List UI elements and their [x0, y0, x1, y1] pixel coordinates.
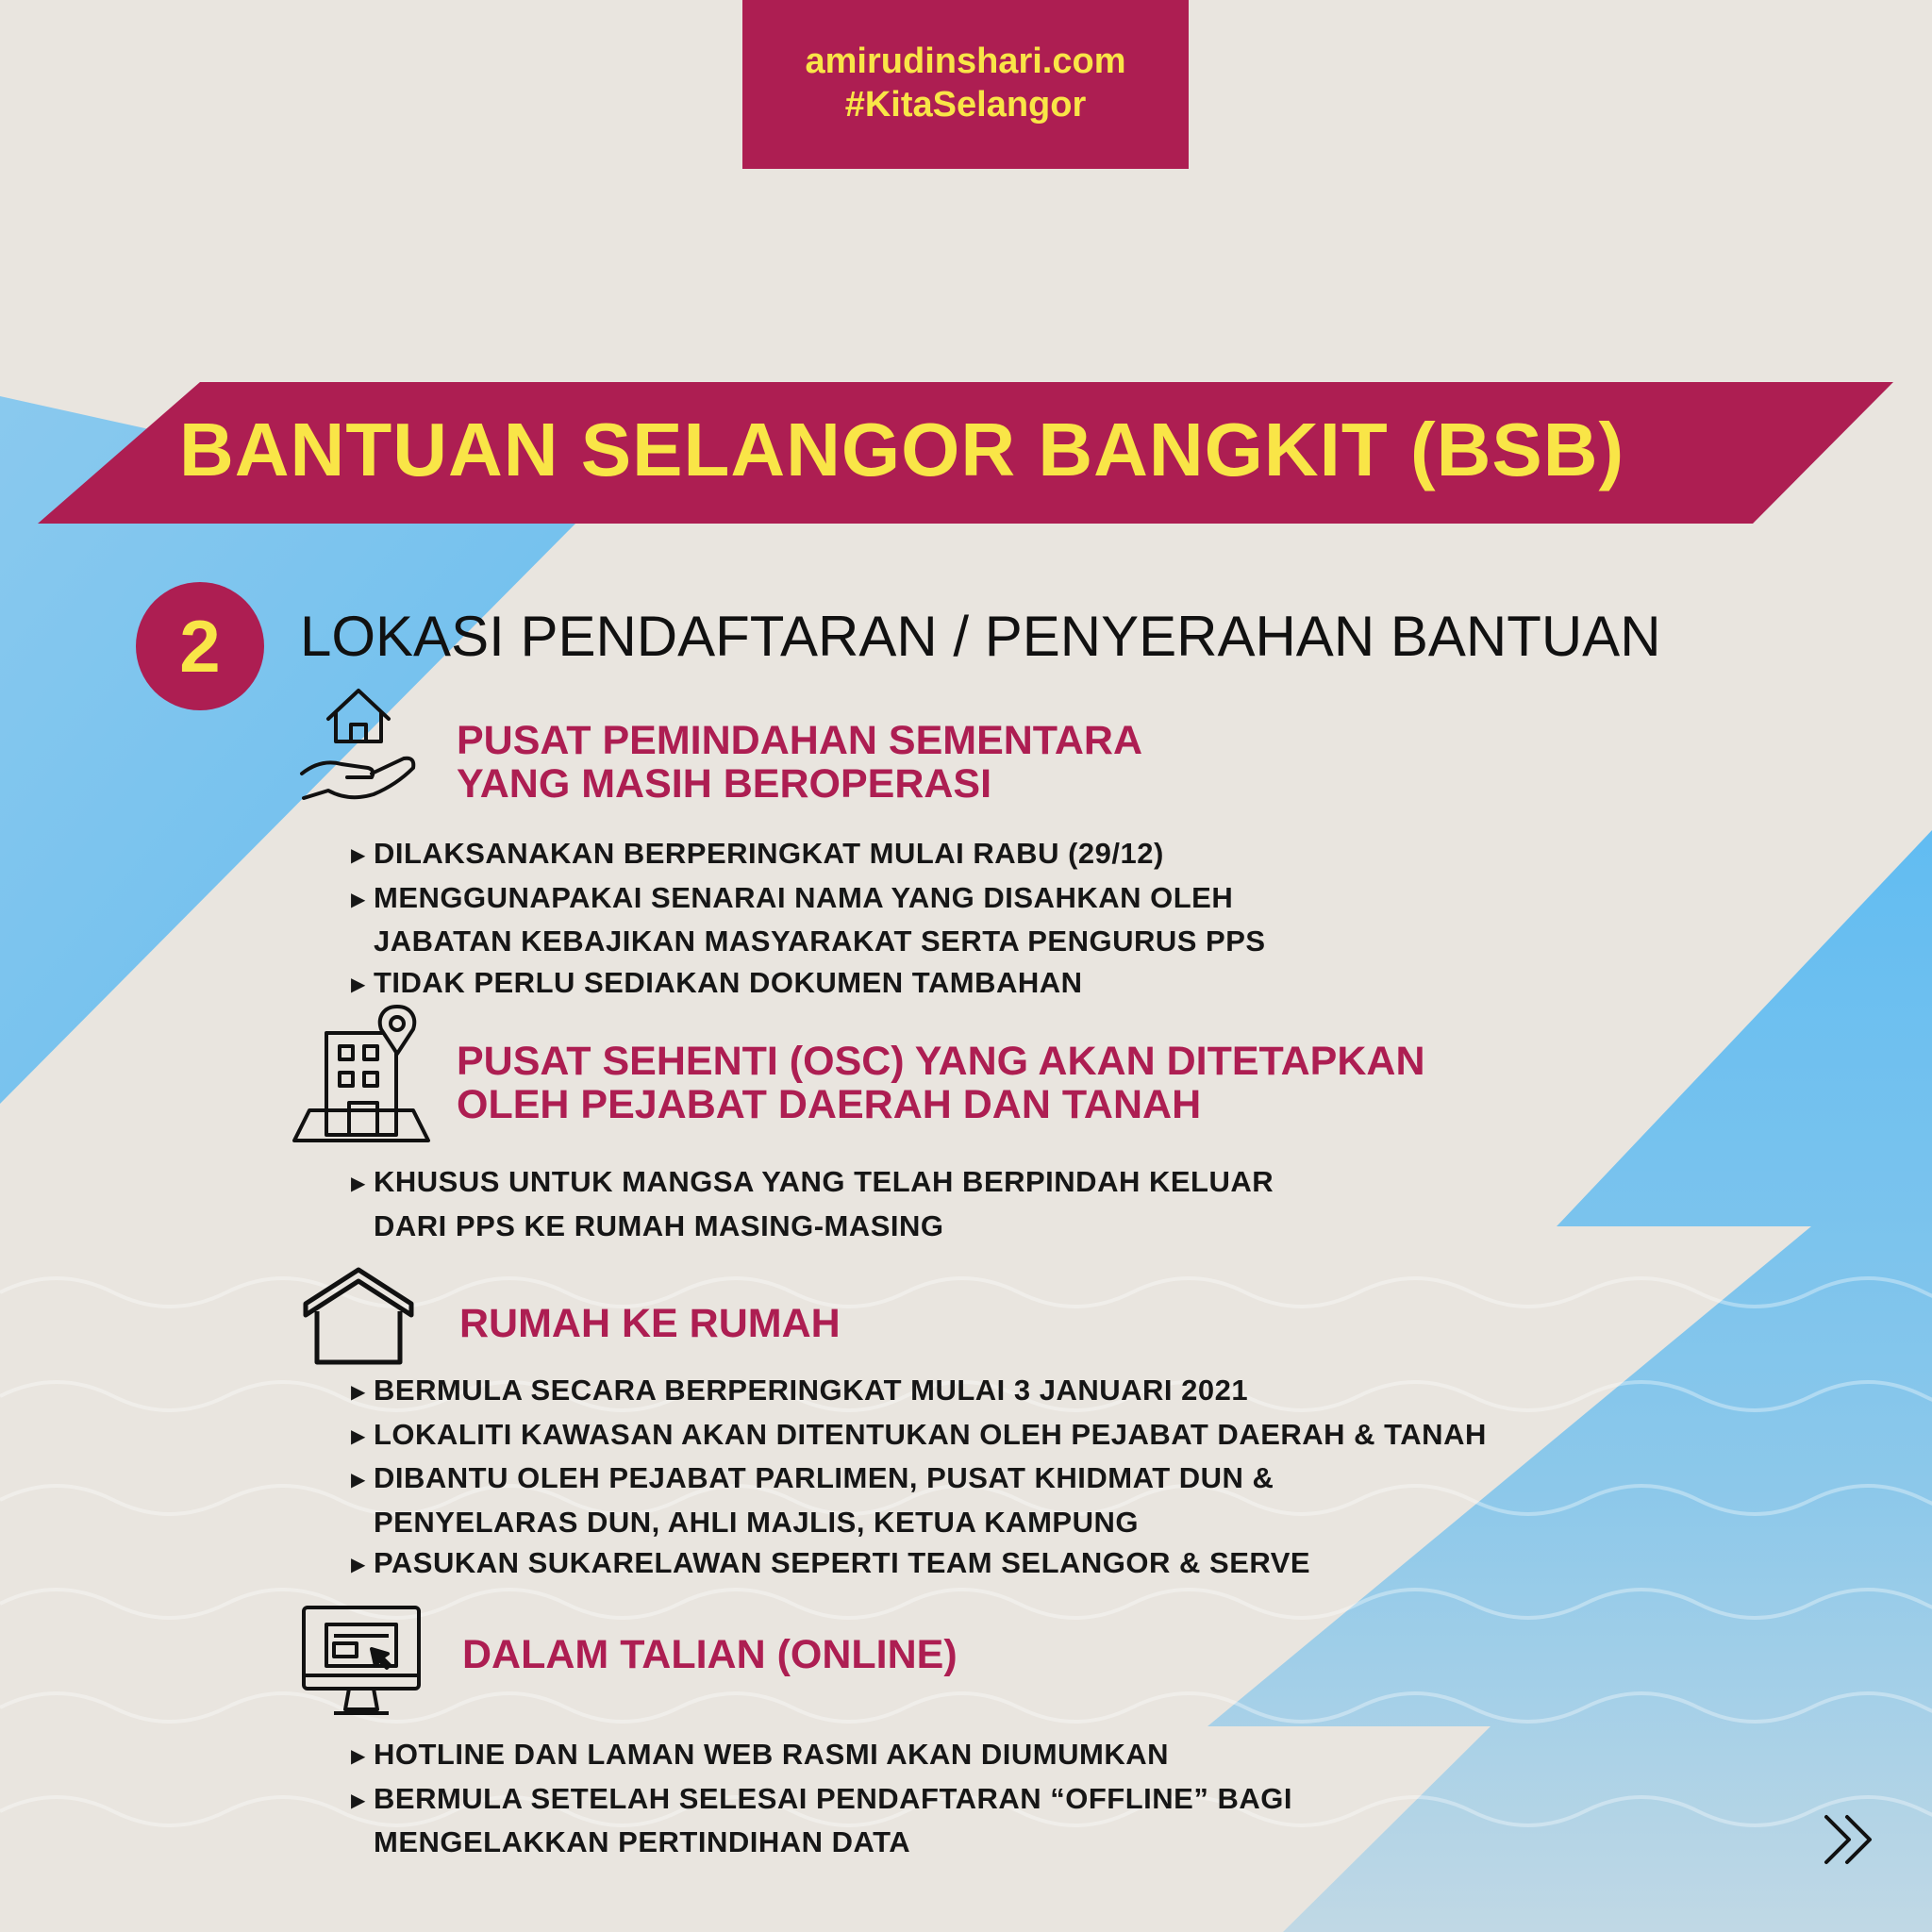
double-chevron-right-icon[interactable] — [1821, 1811, 1877, 1868]
list-item: DARI PPS KE RUMAH MASING-MASING — [374, 1208, 944, 1242]
block-title-pps: PUSAT PEMINDAHAN SEMENTARA YANG MASIH BEROPERASI — [457, 718, 1143, 807]
list-item: ▶ BERMULA SECARA BERPERINGKAT MULAI 3 JANUARI 2021 — [351, 1374, 1249, 1407]
list-item: ▶ PASUKAN SUKARELAWAN SEPERTI TEAM SELANGOR & SERVE — [351, 1546, 1311, 1579]
list-item: ▶ BERMULA SETELAH SELESAI PENDAFTARAN “OFFLINE” BAGI — [351, 1781, 1292, 1815]
block-title-rumah: RUMAH KE RUMAH — [459, 1301, 841, 1346]
hand-house-icon — [292, 681, 425, 813]
website-url: amirudinshari.com — [805, 42, 1126, 81]
list-item: ▶ KHUSUS UNTUK MANGSA YANG TELAH BERPINDAH KELUAR — [351, 1165, 1274, 1198]
list-item: ▶ DIBANTU OLEH PEJABAT PARLIMEN, PUSAT KHIDMAT DUN & — [351, 1461, 1274, 1494]
bullet-list-online — [351, 1734, 1292, 1863]
list-item: ▶ MENGGUNAPAKAI SENARAI NAMA YANG DISAHKAN OLEH — [351, 880, 1234, 914]
block-title-online: DALAM TALIAN (ONLINE) — [462, 1632, 958, 1677]
website-badge — [742, 0, 1189, 169]
list-item: ▶ LOKALITI KAWASAN AKAN DITENTUKAN OLEH PEJABAT DAERAH & TANAH — [351, 1417, 1487, 1451]
block-title-osc: PUSAT SEHENTI (OSC) YANG AKAN DITETAPKAN OLEH PEJABAT DAERAH DAN TANAH — [457, 1039, 1425, 1127]
list-item: MENGELAKKAN PERTINDIHAN DATA — [374, 1825, 911, 1858]
hashtag: #KitaSelangor — [844, 85, 1087, 125]
building-location-icon — [291, 1005, 432, 1146]
bullet-list-osc — [351, 1161, 1274, 1246]
list-item: PENYELARAS DUN, AHLI MAJLIS, KETUA KAMPUNG — [374, 1505, 1139, 1539]
bullet-list-pps — [351, 833, 1266, 1006]
computer-monitor-icon — [300, 1604, 423, 1722]
house-outline-icon — [300, 1264, 418, 1368]
list-item: ▶ DILAKSANAKAN BERPERINGKAT MULAI RABU (29/12) — [351, 837, 1164, 870]
list-item: JABATAN KEBAJIKAN MASYARAKAT SERTA PENGURUS PPS — [374, 924, 1266, 958]
bullet-list-rumah — [351, 1370, 1487, 1587]
list-item: ▶ TIDAK PERLU SEDIAKAN DOKUMEN TAMBAHAN — [351, 965, 1083, 999]
list-item: ▶ HOTLINE DAN LAMAN WEB RASMI AKAN DIUMUMKAN — [351, 1738, 1169, 1771]
section-title: LOKASI PENDAFTARAN / PENYERAHAN BANTUAN — [300, 605, 1661, 668]
page-title: BANTUAN SELANGOR BANGKIT (BSB) — [179, 408, 1625, 491]
section-number: 2 — [136, 582, 264, 710]
